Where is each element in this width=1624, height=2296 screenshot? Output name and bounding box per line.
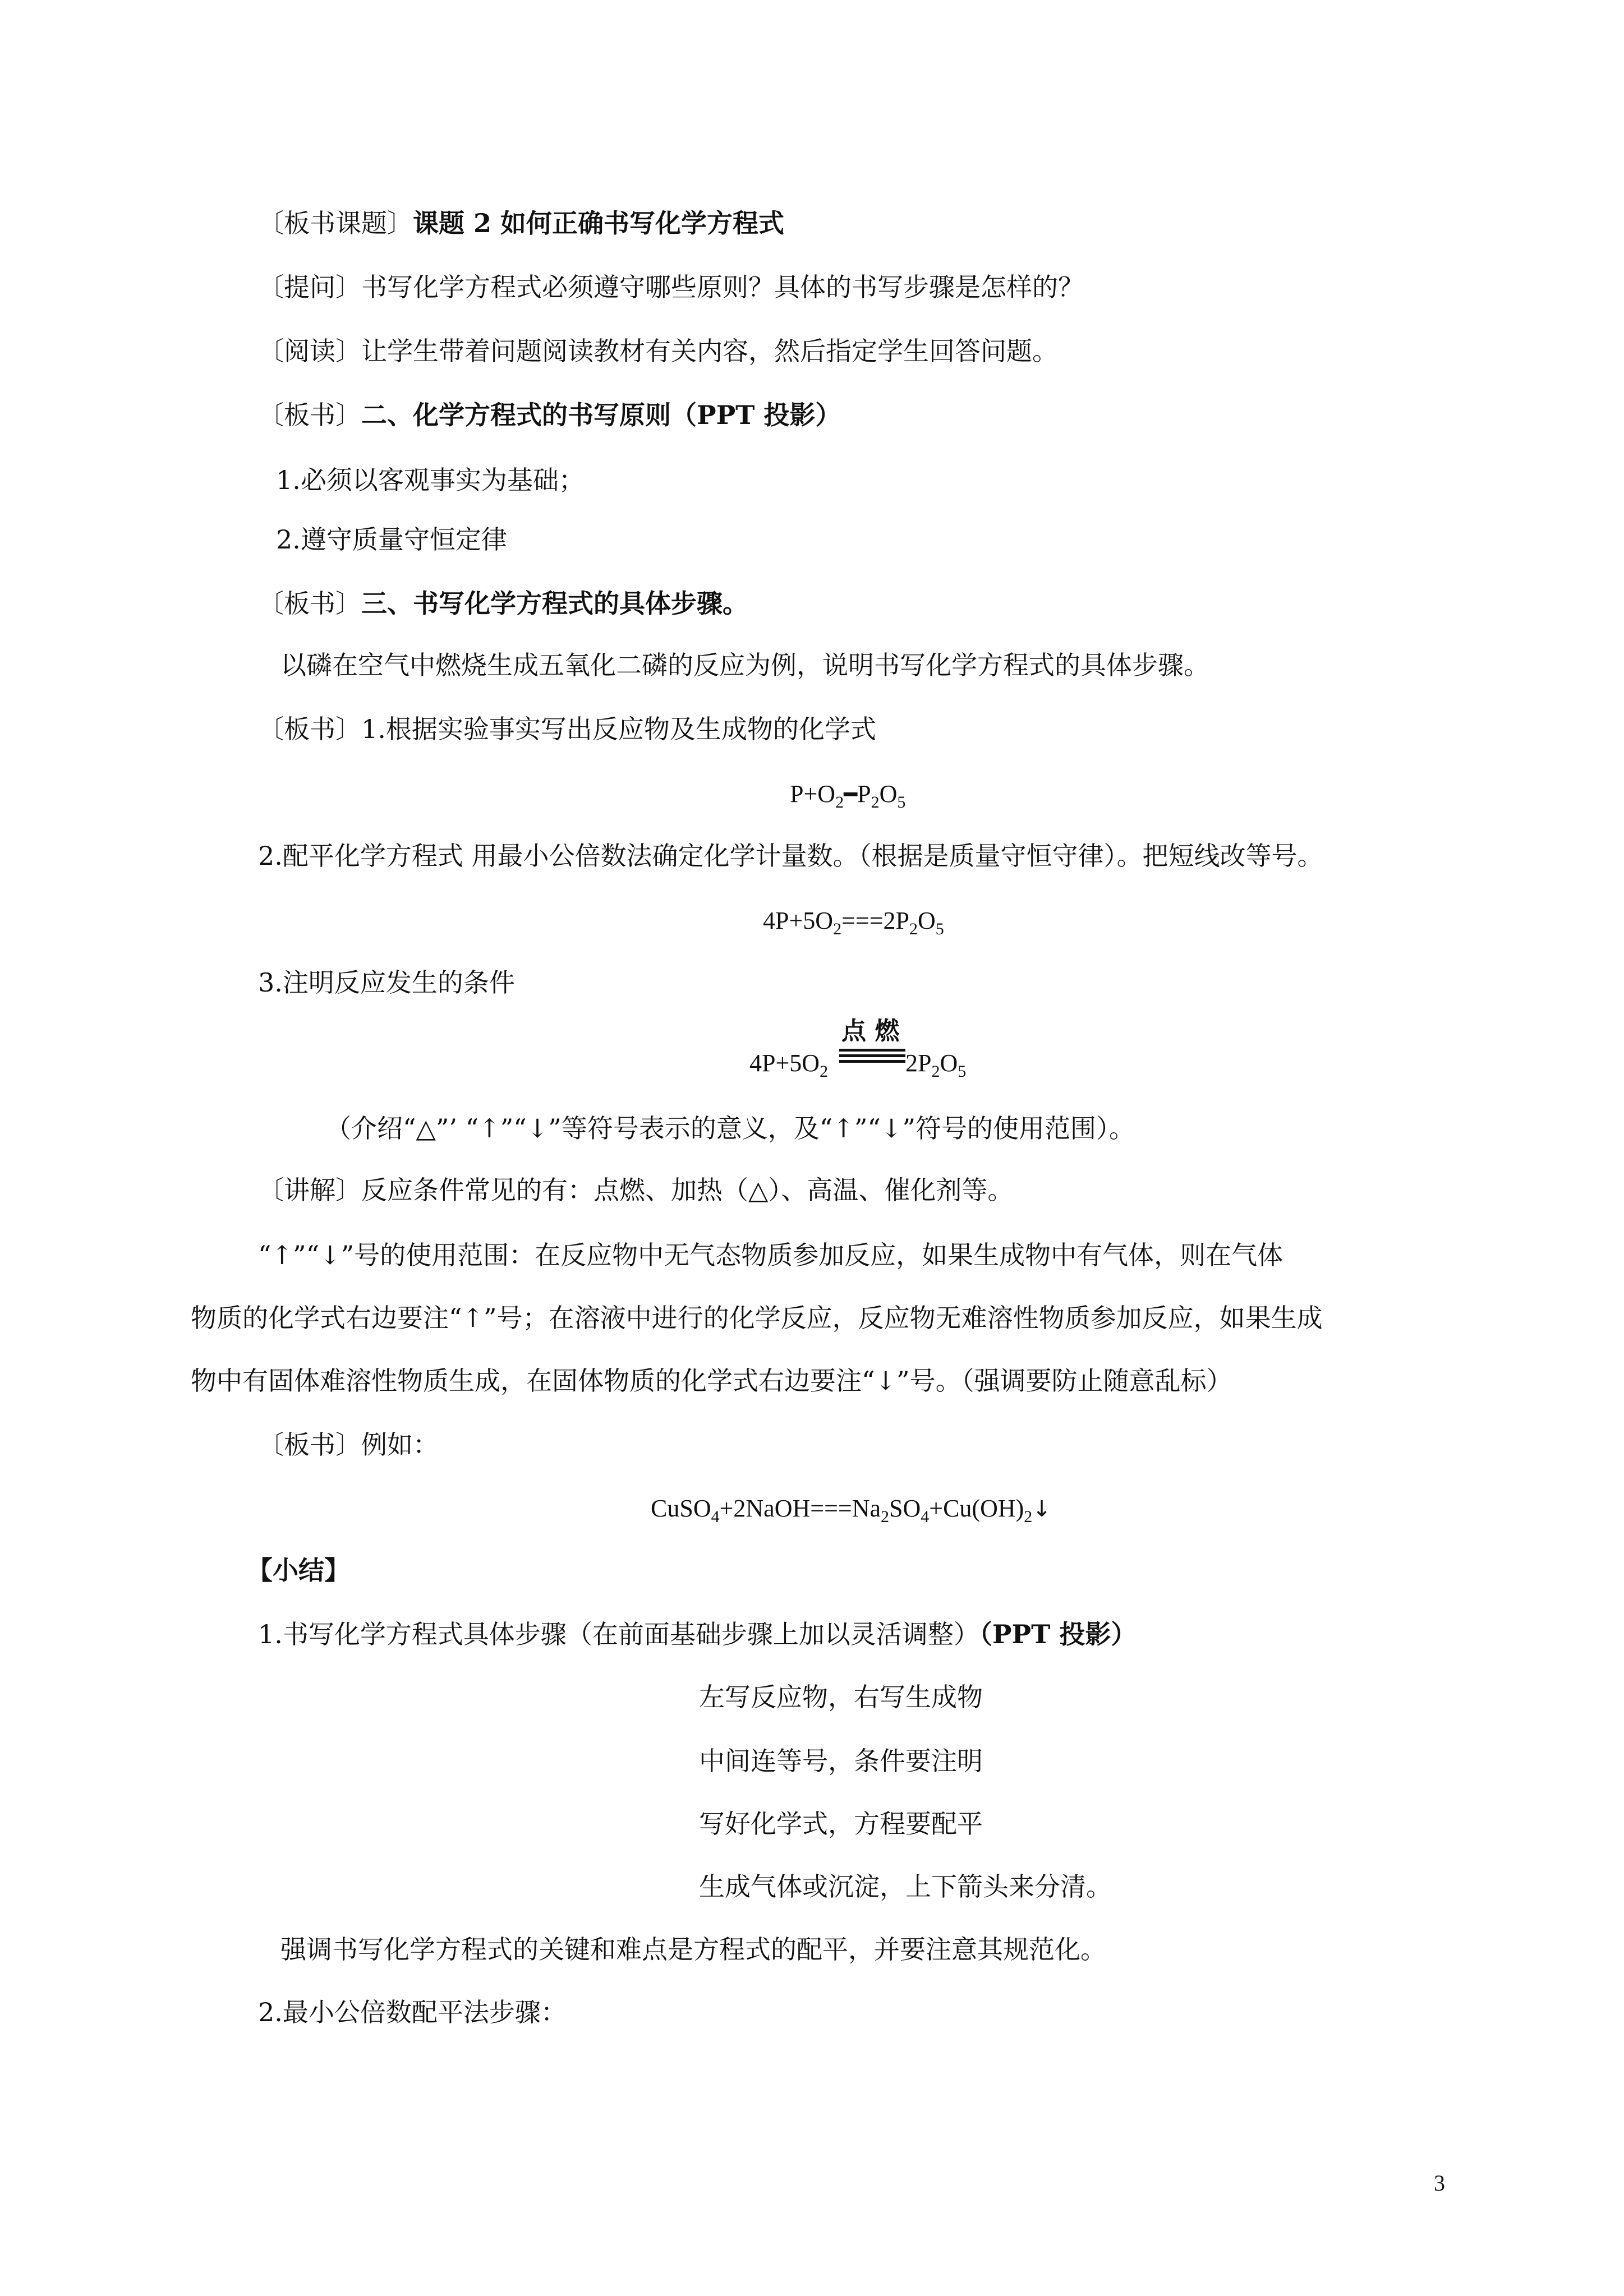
symbols-intro: （介绍“△”’ “↑”“↓”等符号表示的意义，及“↑”“↓”符号的使用范围）。: [325, 1113, 1135, 1144]
example-label: 〔板书〕例如：: [258, 1430, 439, 1460]
board-tag: 〔板书课题〕: [258, 208, 413, 238]
equation-with-condition: $4P+5O_2$: [749, 1049, 829, 1081]
board-title-line: [258, 206, 784, 240]
summary-step-1: 1.书写化学方程式具体步骤（在前面基础步骤上加以灵活调整）（PPT 投影）: [258, 1619, 1137, 1649]
arrow-usage-line-1: “↑”“↓”号的使用范围：在反应物中无气态物质参加反应，如果生成物中有气体，则在气体: [258, 1240, 1283, 1270]
rhyme-line-1: 左写反应物，右写生成物: [699, 1682, 983, 1712]
principles-title: 二、化学方程式的书写原则（PPT 投影）: [361, 400, 841, 430]
steps-heading: [258, 587, 748, 620]
equation-balanced: $4P+5O_2===2P_2O_5$: [763, 907, 944, 938]
ppt-note: （PPT 投影）: [979, 1619, 1137, 1649]
rhyme-line-2: 中间连等号，条件要注明: [699, 1746, 983, 1776]
board-tag: 〔板书〕: [258, 588, 361, 619]
rhyme-line-4: 生成气体或沉淀，上下箭头来分清。: [699, 1871, 1112, 1902]
example-intro: 以磷在空气中燃烧生成五氧化二磷的反应为例，说明书写化学方程式的具体步骤。: [280, 650, 1209, 680]
equals-bar-bottom: [839, 1060, 905, 1063]
arrow-usage-line-2: 物质的化学式右边要注“↑”号；在溶液中进行的化学反应，反应物无难溶性物质参加反应，如果生成: [191, 1303, 1323, 1333]
equals-bar-middle: [839, 1054, 905, 1057]
principle-2: 2.遵守质量守恒定律: [276, 524, 507, 555]
equation-product: $2P_2O_5$: [905, 1049, 967, 1081]
equation-skeleton: $P+O_2━P_2O_5$: [790, 780, 906, 812]
summary-heading: 【小结】: [247, 1555, 350, 1585]
step-2: 2.配平化学方程式 用最小公倍数法确定化学计量数。（根据是质量守恒守律）。把短线改等号。: [258, 841, 1323, 871]
emphasis-line: 强调书写化学方程式的关键和难点是方程式的配平，并要注意其规范化。: [280, 1934, 1106, 1965]
steps-title: 三、书写化学方程式的具体步骤。: [361, 588, 748, 619]
explanation-line: 〔讲解〕反应条件常见的有：点燃、加热（△）、高温、催化剂等。: [258, 1175, 1014, 1205]
question-line: 〔提问〕书写化学方程式必须遵守哪些原则？具体的书写步骤是怎样的？: [258, 272, 1084, 302]
condition-label: 点 燃: [841, 1017, 900, 1045]
step-3: 3.注明反应发生的条件: [258, 967, 515, 998]
equation-precipitate: $CuSO_4+2NaOH===Na_2SO_4+Cu(OH)_2↓$: [651, 1495, 1051, 1526]
summary-step-2: 2.最小公倍数配平法步骤：: [258, 1997, 567, 2027]
step-1: 〔板书〕1.根据实验事实写出反应物及生成物的化学式: [258, 714, 876, 744]
principles-heading: [258, 398, 841, 432]
lesson-title: 课题 2 如何正确书写化学方程式: [413, 208, 785, 238]
equals-bar-top: [839, 1049, 905, 1052]
principle-1: 1.必须以客观事实为基础；: [276, 465, 585, 495]
arrow-usage-line-3: 物中有固体难溶性物质生成，在固体物质的化学式右边要注“↓”号。（强调要防止随意乱标）: [191, 1366, 1232, 1396]
board-tag: 〔板书〕: [258, 400, 361, 430]
rhyme-line-3: 写好化学式，方程要配平: [699, 1809, 983, 1839]
page-number: 3: [1434, 2170, 1445, 2196]
reading-line: 〔阅读〕让学生带着问题阅读教材有关内容，然后指定学生回答问题。: [258, 336, 1058, 366]
